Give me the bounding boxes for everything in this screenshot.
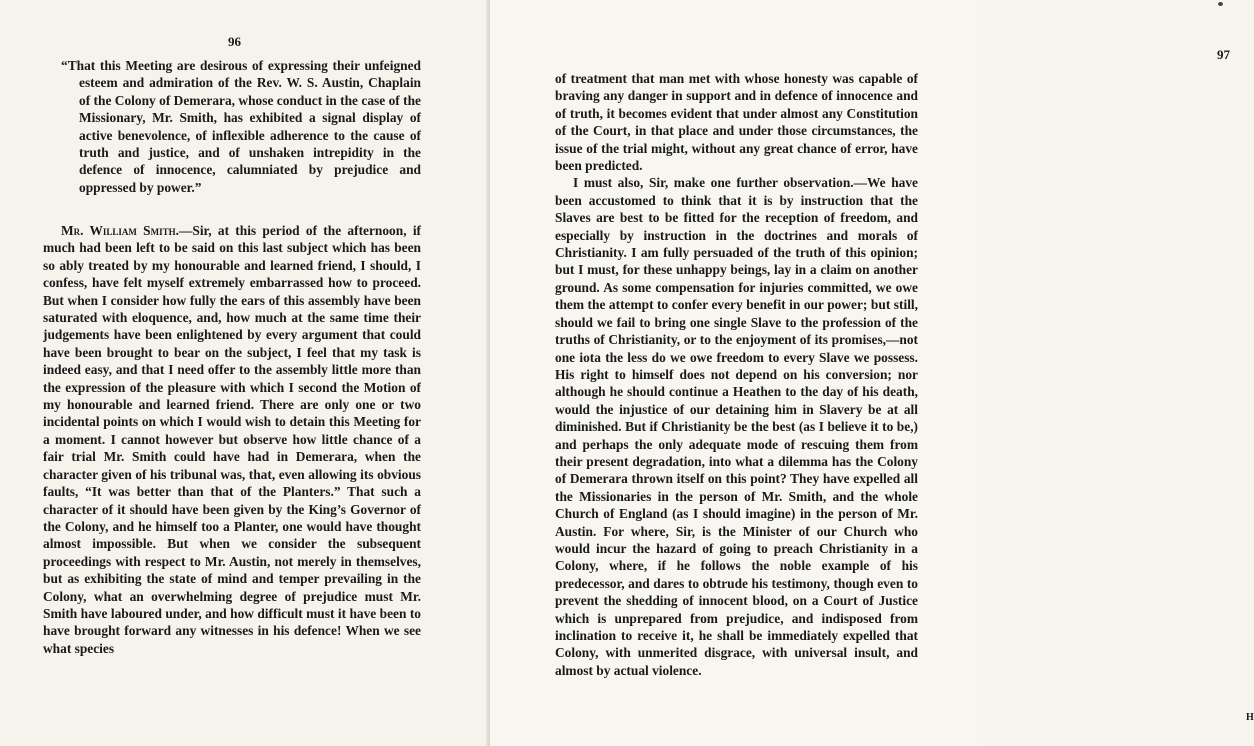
signature-mark: H: [1246, 712, 1254, 723]
page-number-left: 96: [228, 34, 241, 49]
page-number-right: 97: [1217, 47, 1230, 62]
speech-paragraph: [43, 222, 421, 657]
resolution-quote: [43, 57, 421, 196]
ink-blot: [1218, 2, 1223, 6]
observation-paragraph: I must also, Sir, make one further observation.—We have been accustomed to think that it is by instruction that the Slaves are best to be fitted for the reception of freedom, and especially by instruction in the doctrines and morals of Christianity. I am fully persuaded of the truth of this opinion; but I must, for these unhappy beings, lay in a claim on another ground. As some compensation for injuries committed, we owe them the attempt to confer every benefit in our power; but still, should we fail to bring one single Slave to the profession of the truths of Christianity, or to the enjoyment of its promises,—not one iota the less do we owe freedom to every Slave we possess. His right to himself does not depend on his conversion; nor although he should continue a Heathen to the day of his death, would the injustice of our detaining him in Slavery be at all diminished. But if Christianity be the best (as I believe it to be,) and perhaps the only adequate mode of rescuing them from their present degradation, into what a dilemma has the Colony of Demerara thrown itself on this point? They have expelled all the Missionaries in the person of Mr. Smith, and the whole Church of England (as I should imagine) in the person of Mr. Austin. For where, Sir, is the Minister of our Church who would incur the hazard of going to preach Christianity in a Colony, where, if he follows the noble example of his predecessor, and dares to obtrude his testimony, though even to prevent the shedding of innocent blood, on a Court of Justice which is unprepared from prejudice, and indisposed from inclination to receive it, he shall be immediately expelled that Colony, with unmerited disgrace, with universal insult, and almost by actual violence.: [555, 175, 918, 678]
speech-text: —Sir, at this period of the afternoon, if much had been left to be said on this last subject which has been so ably treated by my honourable and learned friend, I should, I confess, have felt myself extremely embarrassed how to proceed. But when I consider how fully the ears of this assembly have been saturated with eloquence, and, how much at the same time their judgements have been enlightened by every argument that could have been brought to bear on the subject, I feel that my task is indeed easy, and that I need offer to the assembly little more than the expression of the pleasure with which I second the Motion of my honourable and learned friend. There are only one or two incidental points on which I would wish to detain this Meeting for a moment. I cannot however but observe how little chance of a fair trial Mr. Smith could have had in Demerara, when the character given of his tribunal was, that, even allowing its obvious faults, “It was better than that of the Planters.” That such a character of it should have been given by the King’s Governor of the Colony, and he himself too a Planter, one would have thought almost impossible. But when we consider the subsequent proceedings with respect to Mr. Austin, not merely in themselves, but as exhibiting the state of mind and temper prevailing in the Colony, what an overwhelming degree of prejudice must Mr. Smith have laboured under, and how difficult must it have been to have brought forward any witnesses in his defence! When we see what species: [43, 223, 421, 656]
speaker-name: Mr. William Smith.: [61, 223, 179, 238]
continuation-paragraph: of treatment that man met with whose honesty was capable of braving any danger in support and in defence of innocence and of truth, it becomes evident that under almost any Constitution of the Court, in that place and under those circumstances, the issue of the trial might, without any great chance of error, have been predicted.: [555, 71, 918, 174]
left-page: [0, 0, 490, 746]
right-text-block: [555, 70, 918, 679]
speech-block: [43, 222, 421, 657]
resolution-text: “That this Meeting are desirous of expressing their unfeigned esteem and admiration of the Rev. W. S. Austin, Chaplain of the Colony of Demerara, whose conduct in the case of the Missionary, Mr. Smith, has exhibited a signal display of active benevolence, of inflexible adherence to the cause of truth and justice, and of unshaken intrepidity in the defence of innocence, calumniated by prejudice and oppressed by power.”: [61, 58, 421, 195]
